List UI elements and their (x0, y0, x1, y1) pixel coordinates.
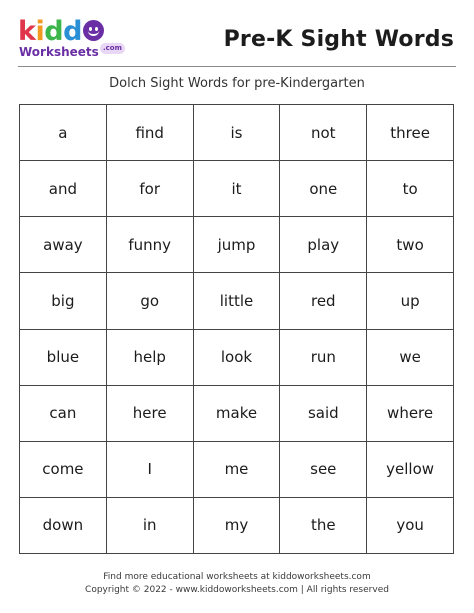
word-cell: yellow (367, 441, 454, 497)
word-cell: funny (106, 217, 193, 273)
word-cell: jump (193, 217, 280, 273)
sight-words-grid (19, 104, 454, 554)
word-cell: run (280, 329, 367, 385)
word-cell: you (367, 497, 454, 553)
word-cell: the (280, 497, 367, 553)
word-cell: three (367, 105, 454, 161)
word-cell: said (280, 385, 367, 441)
word-row (20, 273, 454, 329)
logo-dotcom-badge: .com (100, 43, 125, 54)
word-row (20, 441, 454, 497)
logo-letter: d (44, 16, 64, 47)
word-cell: it (193, 161, 280, 217)
word-cell: in (106, 497, 193, 553)
word-cell: one (280, 161, 367, 217)
page-header (0, 0, 474, 70)
word-cell: my (193, 497, 280, 553)
word-cell: help (106, 329, 193, 385)
footer-copyright: Copyright © 2022 - www.kiddoworksheets.com | All rights reserved (85, 585, 389, 595)
word-cell: I (106, 441, 193, 497)
word-cell: find (106, 105, 193, 161)
word-cell: we (367, 329, 454, 385)
word-cell: make (193, 385, 280, 441)
word-cell: me (193, 441, 280, 497)
page-footer (0, 571, 474, 597)
word-cell: is (193, 105, 280, 161)
word-cell: play (280, 217, 367, 273)
word-cell: two (367, 217, 454, 273)
word-cell: a (20, 105, 107, 161)
word-cell: for (106, 161, 193, 217)
word-row (20, 105, 454, 161)
word-row (20, 385, 454, 441)
worksheet-subtitle: Dolch Sight Words for pre-Kindergarten (109, 76, 365, 91)
word-cell: big (20, 273, 107, 329)
word-cell: come (20, 441, 107, 497)
logo-subtitle: Worksheets (19, 45, 99, 59)
word-cell: look (193, 329, 280, 385)
word-cell: blue (20, 329, 107, 385)
word-row (20, 161, 454, 217)
header-divider (18, 66, 456, 67)
word-cell: where (367, 385, 454, 441)
kiddo-worksheets-logo (18, 18, 128, 60)
word-cell: see (280, 441, 367, 497)
word-cell: little (193, 273, 280, 329)
word-cell: red (280, 273, 367, 329)
logo-letter: k (18, 16, 36, 47)
word-cell: away (20, 217, 107, 273)
word-cell: here (106, 385, 193, 441)
page-title: Pre-K Sight Words (223, 27, 454, 52)
word-row (20, 497, 454, 553)
word-row (20, 329, 454, 385)
word-cell: can (20, 385, 107, 441)
logo-wordmark (18, 18, 104, 45)
footer-promo-text: Find more educational worksheets at kiddoworksheets.com (103, 572, 371, 582)
word-cell: down (20, 497, 107, 553)
word-cell: go (106, 273, 193, 329)
word-cell: not (280, 105, 367, 161)
smiley-face-icon (83, 20, 104, 41)
logo-letter: i (35, 16, 45, 47)
logo-letter: d (63, 16, 82, 47)
word-row (20, 217, 454, 273)
word-cell: to (367, 161, 454, 217)
word-cell: and (20, 161, 107, 217)
word-cell: up (367, 273, 454, 329)
